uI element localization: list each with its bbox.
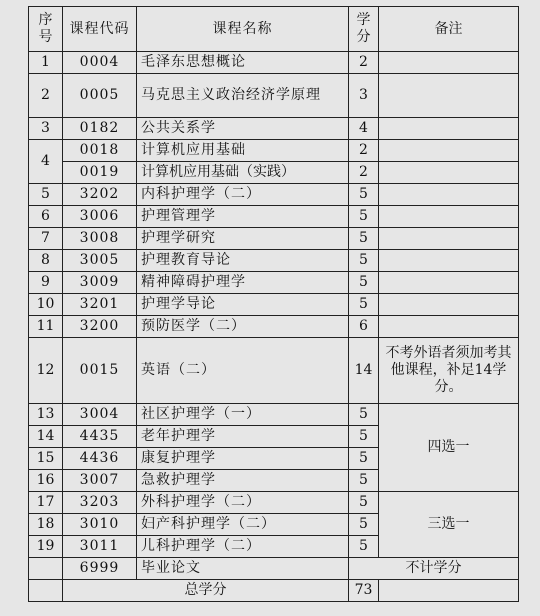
row-code: 6999 xyxy=(63,558,137,580)
row-no: 6 xyxy=(29,206,63,228)
row-credits: 2 xyxy=(349,52,379,74)
table-row xyxy=(29,558,519,580)
row-note xyxy=(379,206,519,228)
row-no: 2 xyxy=(29,74,63,118)
row-no xyxy=(29,558,63,580)
total-label: 总学分 xyxy=(63,580,349,602)
row-note xyxy=(379,272,519,294)
row-no: 15 xyxy=(29,448,63,470)
row-note xyxy=(379,118,519,140)
row-no: 1 xyxy=(29,52,63,74)
row-no: 9 xyxy=(29,272,63,294)
table-row xyxy=(29,294,519,316)
table-row xyxy=(29,184,519,206)
table-row xyxy=(29,272,519,294)
row-name: 社区护理学（一） xyxy=(137,404,349,426)
row-name: 护理教育导论 xyxy=(137,250,349,272)
table-row xyxy=(29,52,519,74)
row-name: 护理管理学 xyxy=(137,206,349,228)
row-name: 预防医学（二） xyxy=(137,316,349,338)
row-name: 儿科护理学（二） xyxy=(137,536,349,558)
row-no: 10 xyxy=(29,294,63,316)
row-no: 17 xyxy=(29,492,63,514)
total-blank xyxy=(29,580,63,602)
total-value: 73 xyxy=(349,580,379,602)
row-credits: 5 xyxy=(349,448,379,470)
total-row xyxy=(29,580,519,602)
row-code: 0182 xyxy=(63,118,137,140)
row-credits: 2 xyxy=(349,140,379,162)
row-note xyxy=(379,316,519,338)
row-code: 0004 xyxy=(63,52,137,74)
header-no: 序号 xyxy=(29,7,63,52)
header-name: 课程名称 xyxy=(137,7,349,52)
row-note xyxy=(379,250,519,272)
row-no: 19 xyxy=(29,536,63,558)
row-no: 16 xyxy=(29,470,63,492)
row-code: 4435 xyxy=(63,426,137,448)
row-credits: 5 xyxy=(349,514,379,536)
row-name: 康复护理学 xyxy=(137,448,349,470)
row-name: 毛泽东思想概论 xyxy=(137,52,349,74)
row-credits: 6 xyxy=(349,316,379,338)
course-table xyxy=(28,6,519,602)
table-row xyxy=(29,228,519,250)
row-name: 马克思主义政治经济学原理 xyxy=(137,74,349,118)
row-no: 18 xyxy=(29,514,63,536)
row-credits: 2 xyxy=(349,162,379,184)
row-note xyxy=(379,74,519,118)
table-row xyxy=(29,316,519,338)
row-note xyxy=(379,162,519,184)
row-credits: 5 xyxy=(349,536,379,558)
row-credits: 5 xyxy=(349,404,379,426)
row-code: 4436 xyxy=(63,448,137,470)
row-note xyxy=(379,140,519,162)
header-row xyxy=(29,7,519,52)
row-code: 0015 xyxy=(63,338,137,404)
table-row xyxy=(29,492,519,514)
row-no: 13 xyxy=(29,404,63,426)
row-note xyxy=(379,184,519,206)
row-code: 3010 xyxy=(63,514,137,536)
thesis-note: 不计学分 xyxy=(349,558,519,580)
row-code: 0018 xyxy=(63,140,137,162)
row-code: 3202 xyxy=(63,184,137,206)
header-credits: 学分 xyxy=(349,7,379,52)
table-row xyxy=(29,162,519,184)
row-code: 3004 xyxy=(63,404,137,426)
row-credits: 5 xyxy=(349,228,379,250)
row-no: 3 xyxy=(29,118,63,140)
row-credits: 5 xyxy=(349,250,379,272)
row-name: 内科护理学（二） xyxy=(137,184,349,206)
row-code: 3006 xyxy=(63,206,137,228)
header-code: 课程代码 xyxy=(63,7,137,52)
row-name: 精神障碍护理学 xyxy=(137,272,349,294)
row-name: 妇产科护理学（二） xyxy=(137,514,349,536)
table-row xyxy=(29,404,519,426)
table-row xyxy=(29,74,519,118)
row-no: 5 xyxy=(29,184,63,206)
row-credits: 5 xyxy=(349,294,379,316)
row-name: 急救护理学 xyxy=(137,470,349,492)
total-note xyxy=(379,580,519,602)
row-credits: 5 xyxy=(349,492,379,514)
row-name: 护理学导论 xyxy=(137,294,349,316)
row-credits: 5 xyxy=(349,470,379,492)
table-row xyxy=(29,206,519,228)
row-no: 4 xyxy=(29,140,63,184)
row-code: 3005 xyxy=(63,250,137,272)
row-code: 3011 xyxy=(63,536,137,558)
row-name: 毕业论文 xyxy=(137,558,349,580)
row-name: 公共关系学 xyxy=(137,118,349,140)
choose-four-note: 四选一 xyxy=(379,404,519,492)
row-name: 计算机应用基础（实践） xyxy=(137,162,349,184)
row-no: 11 xyxy=(29,316,63,338)
row-code: 0019 xyxy=(63,162,137,184)
row-no: 7 xyxy=(29,228,63,250)
row-note xyxy=(379,52,519,74)
row-credits: 5 xyxy=(349,272,379,294)
row-no: 8 xyxy=(29,250,63,272)
table-row xyxy=(29,250,519,272)
row-code: 3009 xyxy=(63,272,137,294)
row-credits: 5 xyxy=(349,184,379,206)
row-no: 12 xyxy=(29,338,63,404)
row-credits: 3 xyxy=(349,74,379,118)
english-note: 不考外语者须加考其他课程，补足14学分。 xyxy=(379,338,519,404)
table-row xyxy=(29,338,519,404)
row-code: 0005 xyxy=(63,74,137,118)
row-name: 护理学研究 xyxy=(137,228,349,250)
row-credits: 4 xyxy=(349,118,379,140)
row-credits: 5 xyxy=(349,206,379,228)
choose-three-note: 三选一 xyxy=(379,492,519,558)
header-note: 备注 xyxy=(379,7,519,52)
row-note xyxy=(379,294,519,316)
row-code: 3200 xyxy=(63,316,137,338)
row-credits: 14 xyxy=(349,338,379,404)
row-code: 3201 xyxy=(63,294,137,316)
row-name: 计算机应用基础 xyxy=(137,140,349,162)
table-row xyxy=(29,140,519,162)
row-note xyxy=(379,228,519,250)
row-credits: 5 xyxy=(349,426,379,448)
row-name: 老年护理学 xyxy=(137,426,349,448)
row-code: 3203 xyxy=(63,492,137,514)
row-code: 3007 xyxy=(63,470,137,492)
table-row xyxy=(29,118,519,140)
row-code: 3008 xyxy=(63,228,137,250)
row-no: 14 xyxy=(29,426,63,448)
row-name: 英语（二） xyxy=(137,338,349,404)
row-name: 外科护理学（二） xyxy=(137,492,349,514)
